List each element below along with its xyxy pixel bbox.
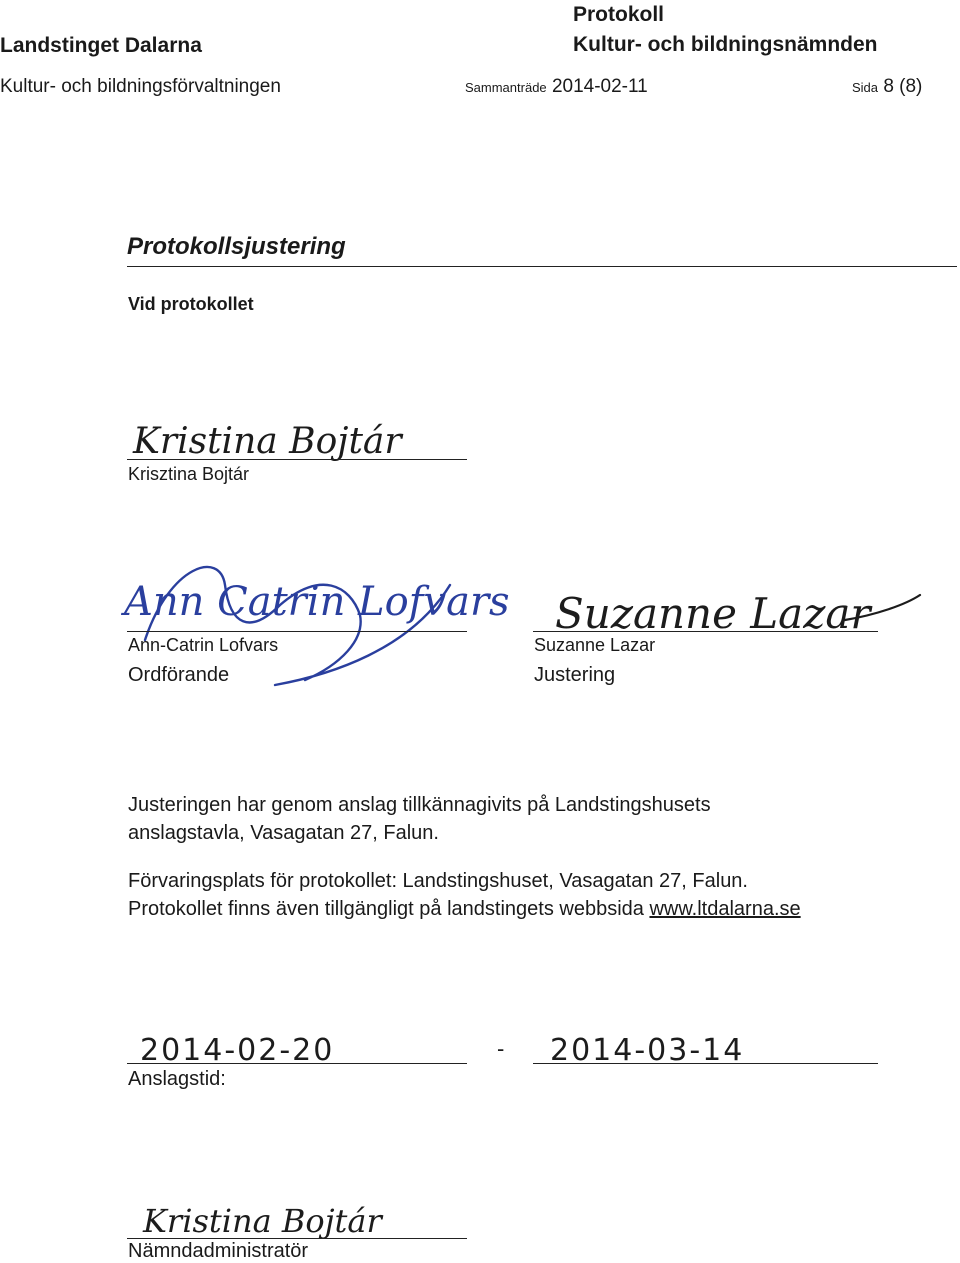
section-title-rule: [127, 266, 957, 267]
section-title: Protokollsjustering: [127, 233, 346, 260]
website-link[interactable]: www.ltdalarna.se: [649, 898, 801, 920]
page-label: Sida: [852, 80, 879, 95]
adjuster-name: Suzanne Lazar: [534, 635, 656, 655]
document-type: Protokoll: [573, 3, 665, 26]
adjuster-signature-line: [533, 631, 878, 632]
secretary-name: Krisztina Bojtár: [128, 464, 250, 484]
meeting-info: [465, 76, 648, 98]
posting-end-date-handwritten: [550, 1028, 850, 1068]
administrator-signature-text: Kristina Bojtár: [143, 1202, 382, 1240]
secretary-signature-line: [127, 459, 467, 460]
website-text: Protokollet finns även tillgängligt på landstingets webbsida: [128, 898, 644, 920]
administrator-role: Nämndadministratör: [128, 1240, 309, 1262]
adjuster-signature-text: Suzanne Lazar: [555, 589, 871, 638]
posting-separator: -: [497, 1036, 505, 1061]
posting-start-date: 2014-02-20: [140, 1033, 335, 1068]
storage-location: Förvaringsplats för protokollet: Landstingshuset, Vasagatan 27, Falun.: [128, 870, 748, 892]
announcement-line-1: Justeringen har genom anslag tillkännagivits på Landstingshusets: [128, 794, 711, 816]
meeting-date: 2014-02-11: [551, 76, 648, 97]
posting-start-line: [127, 1063, 467, 1064]
posting-end-line: [533, 1063, 878, 1064]
administrator-signature-line: [127, 1238, 467, 1239]
department-name: Kultur- och bildningsförvaltningen: [0, 76, 281, 97]
adjuster-role: Justering: [534, 664, 616, 686]
chair-role: Ordförande: [128, 664, 230, 686]
posting-start-date-handwritten: [140, 1028, 440, 1068]
secretary-signature-text: Kristina Bojtár: [133, 421, 402, 462]
announcement-line-2: anslagstavla, Vasagatan 27, Falun.: [128, 822, 439, 844]
posting-end-date: 2014-03-14: [550, 1033, 745, 1068]
chair-signature-line: [127, 631, 467, 632]
page-indicator: [852, 76, 922, 98]
posting-label: Anslagstid:: [128, 1068, 226, 1090]
page-number: 8 (8): [883, 76, 923, 97]
chair-signature-text: Ann Catrin Lofvars: [124, 579, 510, 625]
chair-name: Ann-Catrin Lofvars: [128, 635, 279, 655]
organization-name: Landstinget Dalarna: [0, 34, 202, 57]
website-info: [128, 898, 801, 921]
meeting-label: Sammanträde: [465, 80, 547, 95]
committee-name: Kultur- och bildningsnämnden: [573, 33, 878, 56]
section-subtitle: Vid protokollet: [128, 294, 254, 314]
